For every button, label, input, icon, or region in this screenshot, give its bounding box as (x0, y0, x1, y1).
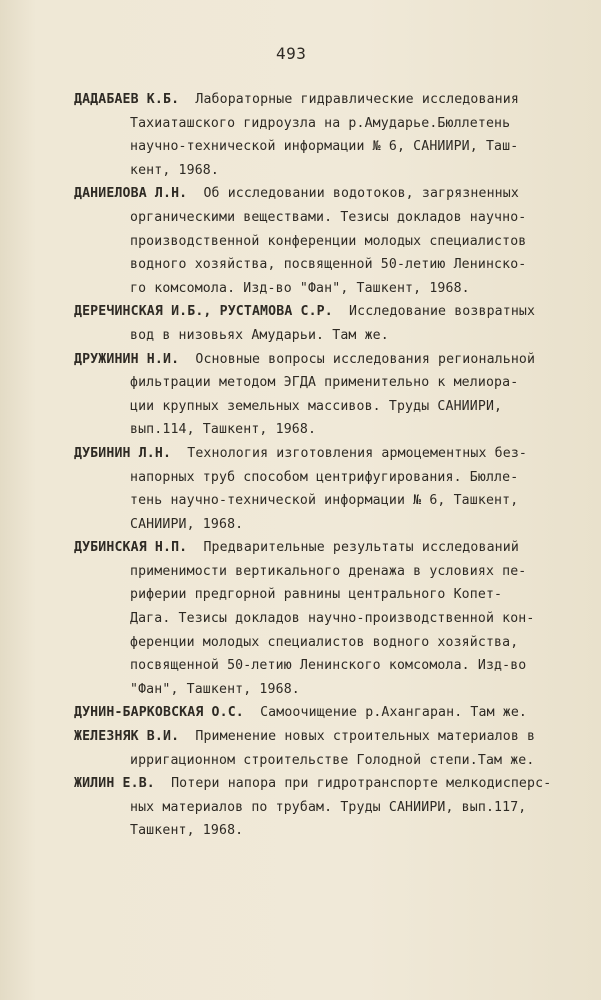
entry-author: ДАДАБАЕВ К.Б. (74, 92, 180, 107)
entry-continuation-line: риферии предгорной равнины центрального Копет- (130, 587, 503, 603)
entry-text: Предварительные результаты исследований (187, 540, 519, 556)
entry-first-line (74, 725, 594, 749)
entry-continuation-line: вод в низовьях Амударьи. Там же. (130, 327, 389, 343)
entry-continuation-line: кент, 1968. (130, 162, 219, 178)
entry-author: ЖИЛИН Е.В. (74, 776, 155, 792)
entry-continuation-line: САНИИРИ, 1968. (130, 516, 244, 532)
entry-continuation-line: "Фан", Ташкент, 1968. (130, 681, 300, 697)
entry-author: ДУНИН-БАРКОВСКАЯ О.С. (74, 705, 244, 721)
entry-first-line (74, 442, 594, 466)
entry-first-line (74, 772, 594, 796)
entry-first-line (74, 701, 594, 725)
entry-continuation-line: Ташкент, 1968. (130, 823, 244, 839)
entry-continuation-line: го комсомола. Изд-во "Фан", Ташкент, 1968. (130, 280, 470, 296)
bibliography-entry (74, 701, 594, 725)
bibliography-entry (74, 182, 594, 300)
bibliography-entry (74, 536, 594, 701)
entry-author: ДУБИНСКАЯ Н.П. (74, 540, 188, 556)
entry-continuation-line: ции крупных земельных массивов. Труды САНИИРИ, (130, 398, 503, 414)
entry-continuation-line: водного хозяйства, посвященной 50-летию Ленинско- (130, 257, 527, 273)
entry-continuation-line: Дага. Тезисы докладов научно-производственной кон- (130, 611, 535, 627)
entry-author: ДРУЖИНИН Н.И. (74, 351, 180, 367)
bibliography-list (74, 88, 594, 843)
entry-text: Лабораторные гидравлические исследования (179, 92, 519, 107)
entry-continuation-line: вып.114, Ташкент, 1968. (130, 422, 317, 438)
entry-first-line (74, 182, 594, 206)
bibliography-entry (74, 348, 594, 442)
entry-text: Применение новых строительных материалов в (179, 729, 536, 745)
entry-first-line (74, 300, 594, 324)
entry-text: Исследование возвратных (332, 304, 536, 320)
entry-continuation-line: фильтрации методом ЭГДА применительно к мелиора- (130, 375, 519, 391)
entry-continuation-line: тень научно-технической информации № 6, Ташкент, (130, 493, 519, 509)
entry-continuation-line: ирригационном строительстве Голодной степи.Там же. (130, 752, 535, 768)
entry-author: ЖЕЛЕЗНЯК В.И. (74, 729, 180, 745)
entry-text: Технология изготовления армоцементных без- (171, 445, 528, 461)
entry-continuation-line: органическими веществами. Тезисы докладов научно- (130, 209, 527, 225)
entry-text: Потери напора при гидротранспорте мелкодисперс- (154, 776, 552, 792)
entry-text: Об исследовании водотоков, загрязненных (187, 186, 519, 202)
page-number: 493 (276, 44, 307, 63)
entry-continuation-line: производственной конференции молодых специалистов (130, 233, 527, 249)
entry-text: Самоочищение р.Ахангаран. Там же. (243, 705, 528, 721)
entry-continuation-line: ференции молодых специалистов водного хозяйства, (130, 634, 519, 650)
entry-continuation-line: посвященной 50-летию Ленинского комсомола. Изд-во (130, 658, 527, 674)
bibliography-entry (74, 442, 594, 536)
entry-first-line (74, 88, 594, 112)
entry-continuation-line: напорных труб способом центрифугирования. Бюлле- (130, 469, 519, 485)
entry-first-line (74, 536, 594, 560)
bibliography-entry (74, 88, 594, 182)
entry-first-line (74, 348, 594, 372)
entry-author: ДАНИЕЛОВА Л.Н. (74, 186, 188, 202)
entry-continuation-line: ных материалов по трубам. Труды САНИИРИ, вып.117, (130, 799, 527, 815)
entry-author: ДЕРЕЧИНСКАЯ И.Б., РУСТАМОВА С.Р. (74, 304, 333, 320)
entry-author: ДУБИНИН Л.Н. (74, 445, 172, 461)
entry-continuation-line: Тахиаташского гидроузла на р.Амударье.Бюллетень (130, 115, 511, 131)
entry-continuation-line: применимости вертикального дренажа в условиях пе- (130, 563, 527, 579)
bibliography-entry (74, 725, 594, 772)
bibliography-entry (74, 300, 594, 347)
entry-continuation-line: научно-технической информации № 6, САНИИРИ, Таш- (130, 139, 519, 155)
bibliography-entry (74, 772, 594, 843)
entry-text: Основные вопросы исследования региональной (179, 351, 536, 367)
